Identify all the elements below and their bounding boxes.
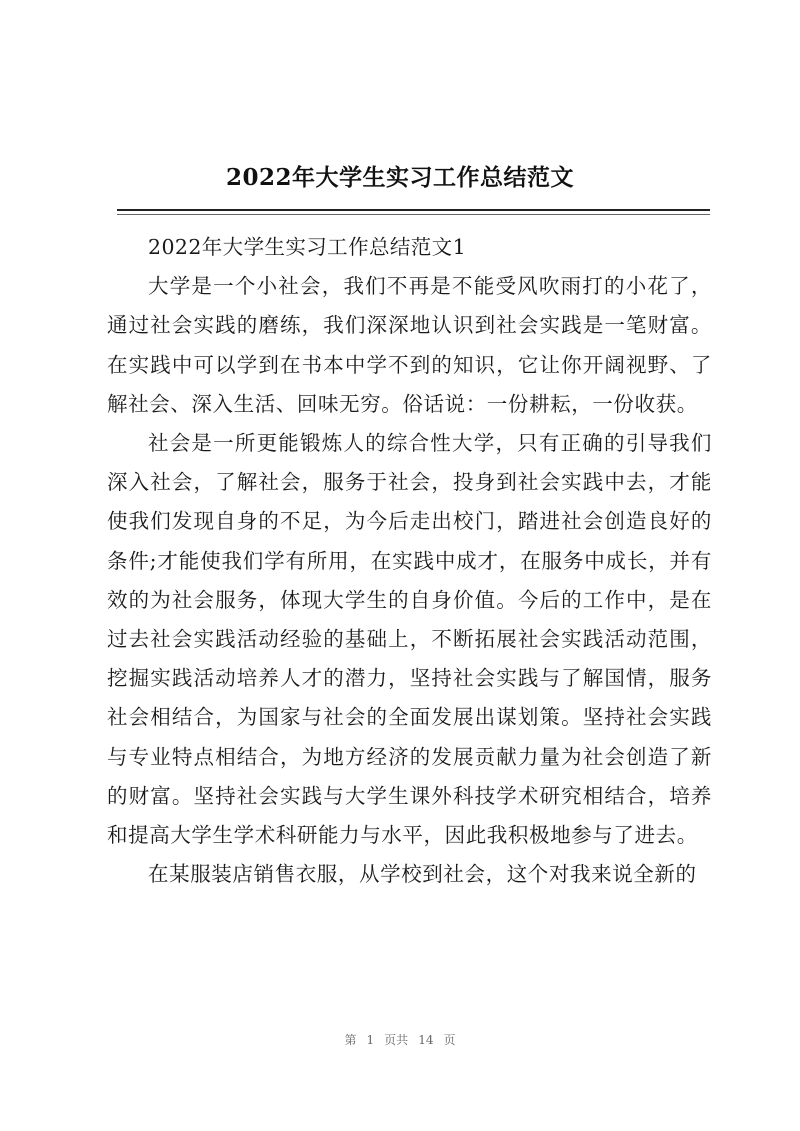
paragraph: 在某服装店销售衣服，从学校到社会，这个对我来说全新的 — [148, 862, 697, 887]
paragraph: 社会是一所更能锻炼人的综合性大学，只有正确的引导我们深入社会，了解社会，服务于社会，投身到社会实践中去，才能使我们发现自身的不足，为今后走出校门，踏进社会创造良好的条件;才能使我们学有所用，在实践中成才，在服务中成长，并有效的为社会服务，体现大学生的自身价值。今后的工作中，是在过去社会实践活动经验的基础上，不断拓展社会实践活动范围，挖掘实践活动培养人才的潜力，坚持社会实践与了解国情，服务社会相结合，为国家与社会的全面发展出谋划策。坚持社会实践与专业特点相结合，为地方经济的发展贡献力量为社会创造了新的财富。坚持社会实践与大学生课外科技学术研究相结合，培养和提高大学生学术科研能力与水平，因此我积极地参与了进去。 — [107, 431, 712, 848]
footer-prefix: 第 — [344, 1033, 357, 1047]
title-divider-thin — [117, 214, 710, 215]
document-body — [107, 228, 712, 894]
footer-middle: 页共 — [384, 1033, 409, 1047]
document-title: 2022年大学生实习工作总结范文 — [225, 164, 574, 191]
footer-suffix: 页 — [443, 1033, 456, 1047]
footer-page-number: 1 — [366, 1033, 375, 1047]
footer-total-pages: 14 — [418, 1033, 434, 1047]
page-footer — [0, 1031, 800, 1048]
paragraph: 大学是一个小社会，我们不再是不能受风吹雨打的小花了，通过社会实践的磨练，我们深深地认识到社会实践是一笔财富。在实践中可以学到在书本中学不到的知识，它让你开阔视野、了解社会、深入生活、回味无穷。俗话说：一份耕耘，一份收获。 — [107, 274, 712, 416]
section-heading: 2022年大学生实习工作总结范文1 — [148, 235, 467, 259]
title-divider — [117, 209, 710, 211]
